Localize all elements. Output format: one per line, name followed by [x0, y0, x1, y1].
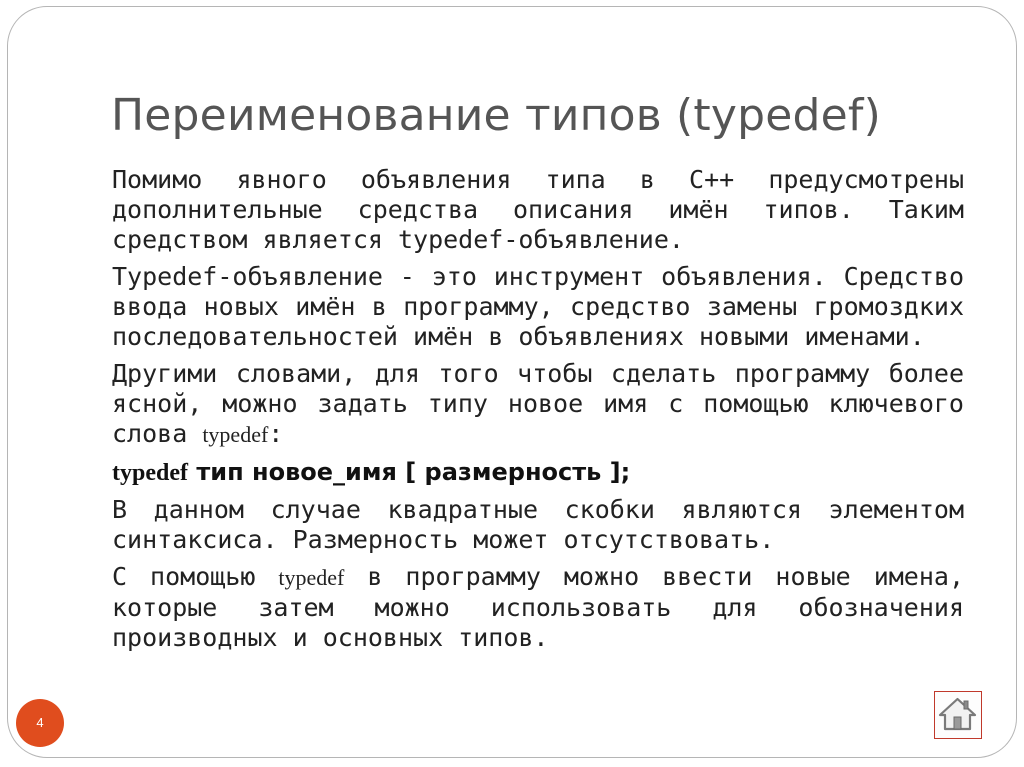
- paragraph-purpose: [112, 359, 964, 450]
- slide-title: Переименование типов (typedef): [111, 90, 881, 141]
- paragraph-definition: Typedef-объявление - это инструмент объявления. Средство ввода новых имён в программу, средство замены громоздких последовательностей имён в объявлениях новыми именами.: [112, 262, 964, 351]
- syntax-rest: тип новое_имя [ размерность ];: [187, 458, 631, 486]
- paragraph-usage: [112, 562, 964, 653]
- paragraph-brackets: В данном случае квадратные скобки являются элементом синтаксиса. Размерность может отсутствовать.: [112, 495, 964, 554]
- paragraph-purpose-text: Другими словами, для того чтобы сделать программу более ясной, можно задать типу новое имя с помощью ключевого слова: [112, 359, 964, 448]
- typedef-keyword: typedef: [202, 422, 269, 447]
- syntax-line: [112, 457, 964, 488]
- page-number-badge: 4: [16, 699, 64, 747]
- paragraph-usage-text: в программу можно ввести новые имена, которые затем можно использовать для обозначения производных и основных типов.: [112, 562, 964, 652]
- syntax-keyword: typedef: [112, 460, 188, 486]
- typedef-keyword-usage: typedef: [278, 565, 345, 590]
- paragraph-usage-start: С помощью: [112, 562, 279, 591]
- home-icon: [935, 692, 980, 737]
- paragraph-intro: Помимо явного объявления типа в С++ предусмотрены дополнительные средства описания имён типов. Таким средством является typedef-объявление.: [112, 165, 964, 254]
- slide-body: [112, 165, 964, 653]
- paragraph-purpose-end: :: [268, 419, 284, 448]
- home-button[interactable]: [934, 691, 982, 739]
